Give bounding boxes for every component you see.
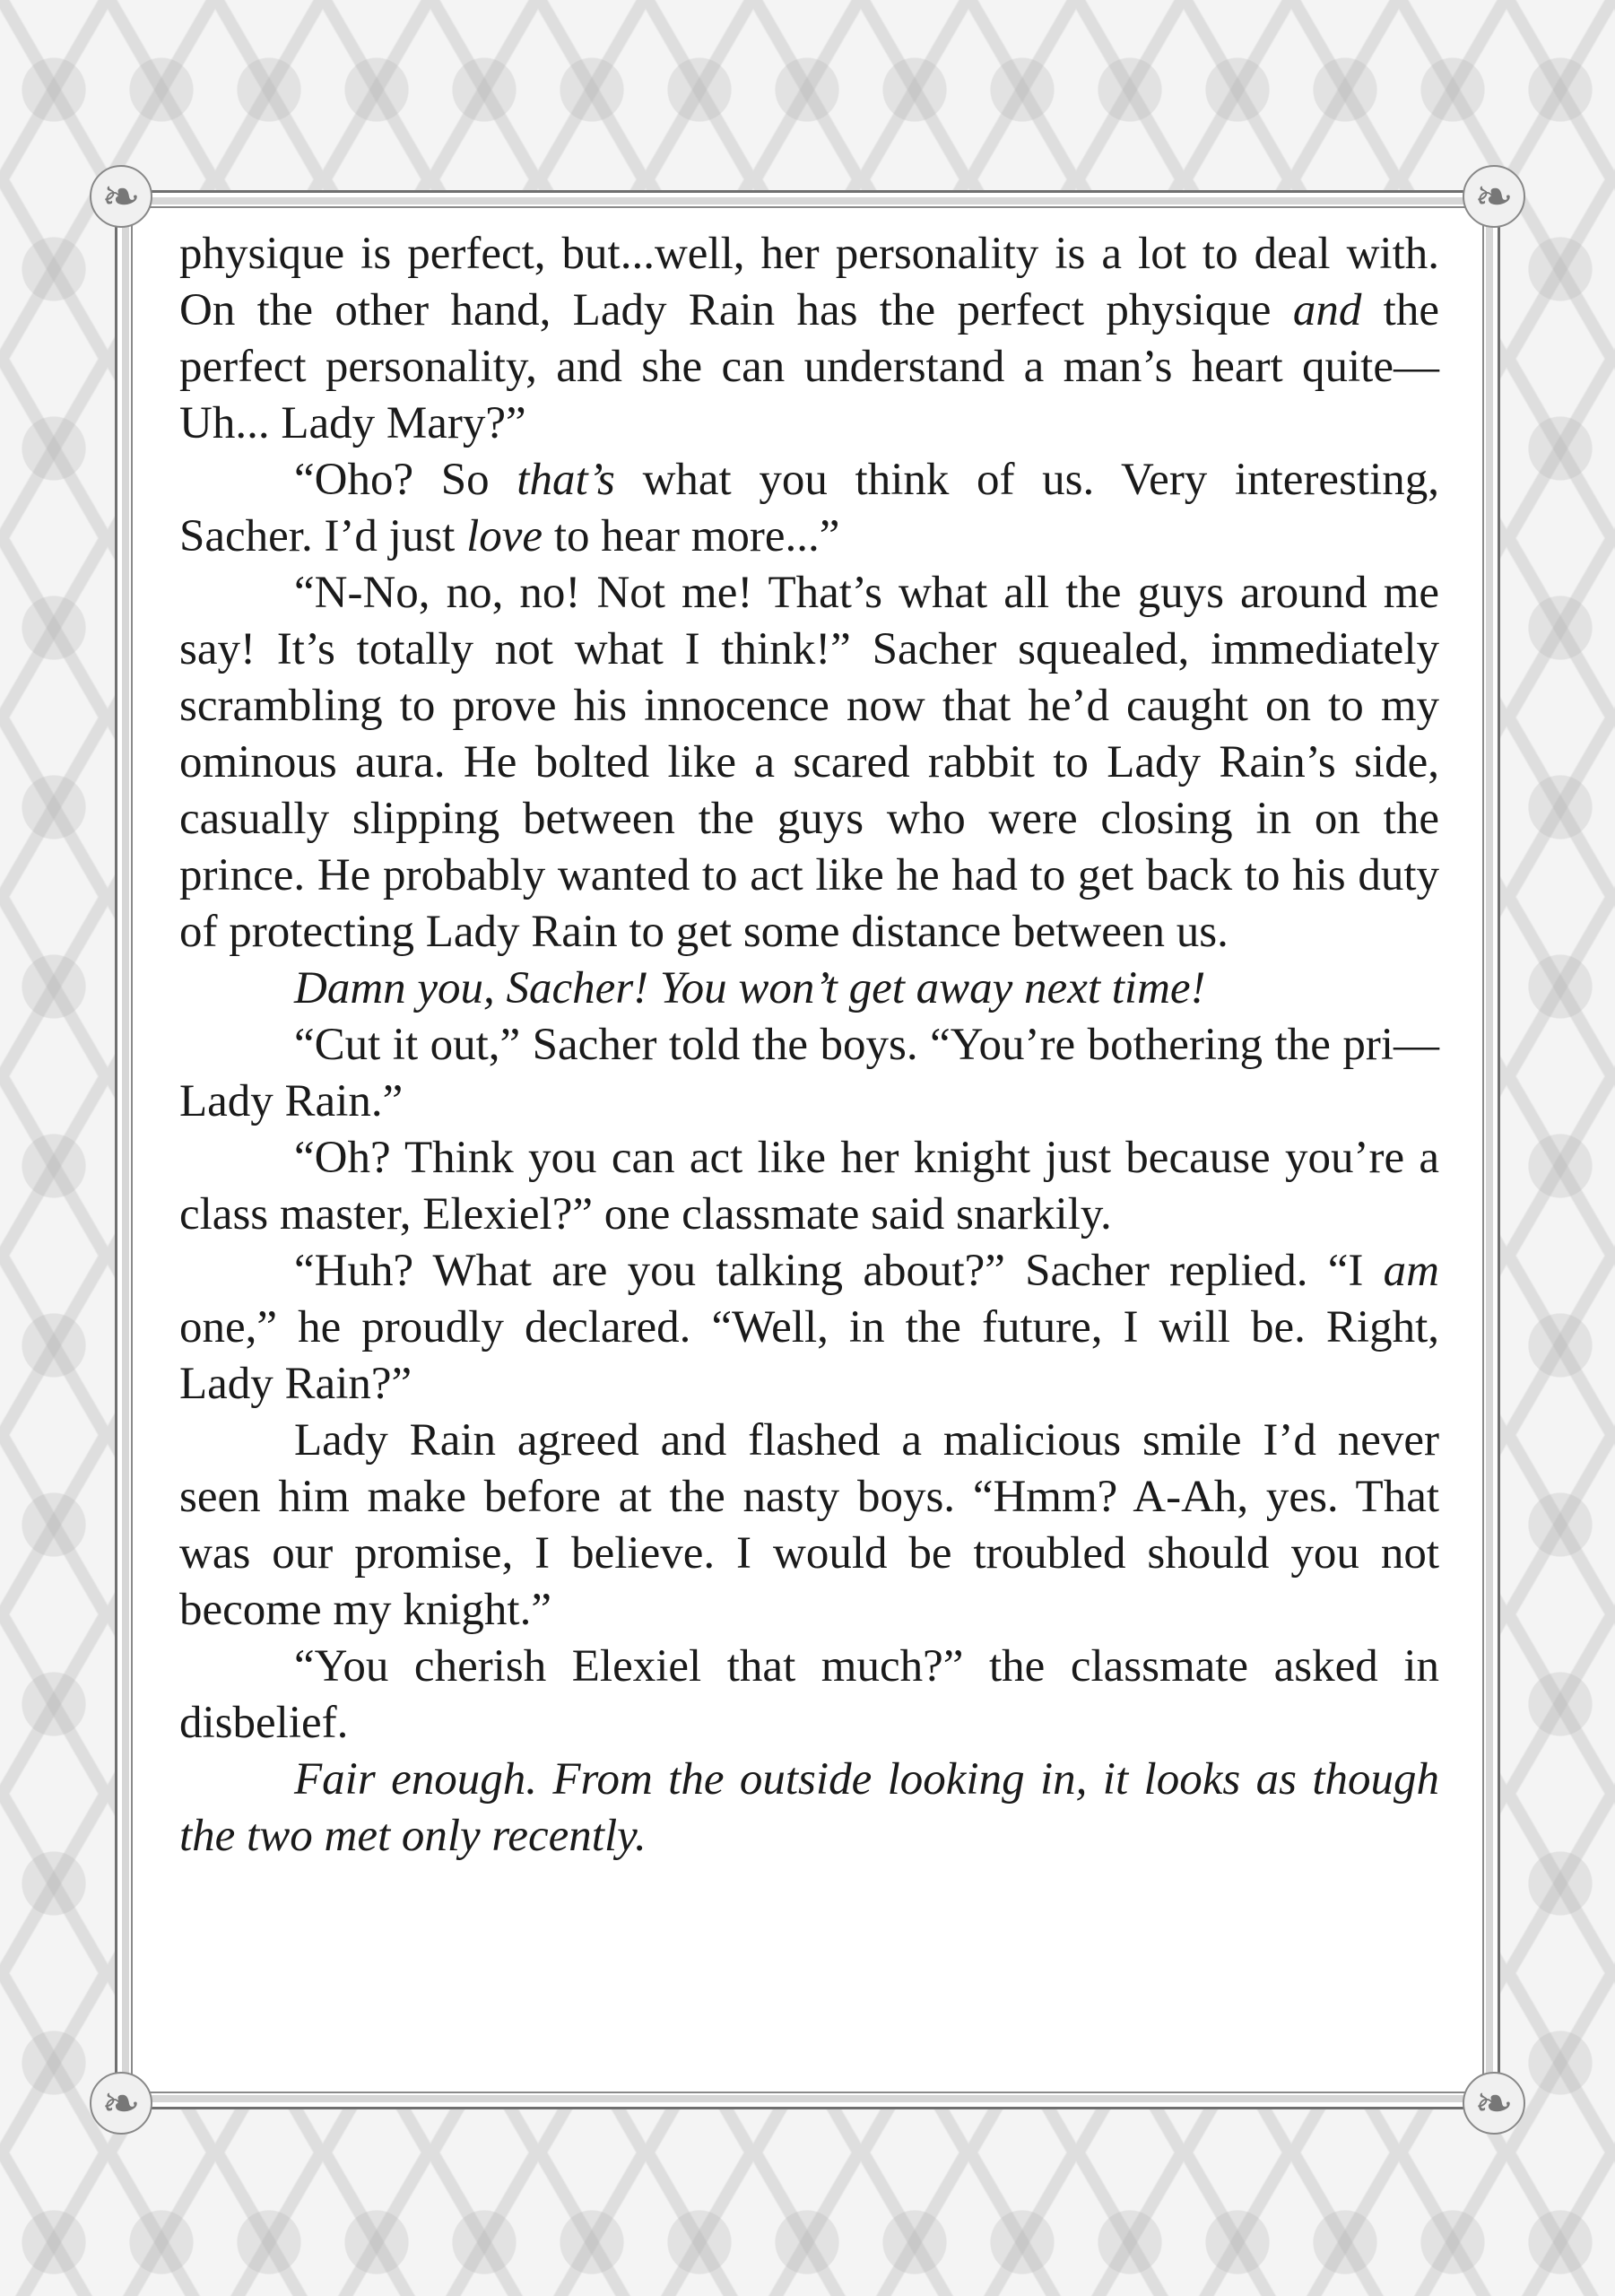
text-segment: what you think of us. Very interesting, Sacher. I’d just xyxy=(179,455,1439,561)
paragraph xyxy=(179,961,1439,1017)
paragraph xyxy=(179,452,1439,565)
italic-text-segment: that’s xyxy=(517,455,615,505)
paragraph xyxy=(179,226,1439,452)
paragraph xyxy=(179,1130,1439,1243)
text-segment: “Oho? So xyxy=(294,455,517,505)
paragraph xyxy=(179,1017,1439,1130)
italic-text-segment: love xyxy=(466,511,543,561)
text-segment: “Oh? Think you can act like her knight just because you’re a class master, Elexiel?” one classmate said snarkily. xyxy=(179,1133,1439,1239)
italic-text-segment: Damn you, Sacher! You won’t get away next time! xyxy=(294,963,1206,1013)
italic-text-segment: Fair enough. From the outside looking in, it looks as though the two met only recently. xyxy=(179,1754,1439,1861)
ornament-corner-top-left-icon: ❧ xyxy=(90,165,152,228)
italic-text-segment: am xyxy=(1383,1246,1439,1296)
paragraph xyxy=(179,1413,1439,1639)
paragraph xyxy=(179,1639,1439,1752)
page-body-text xyxy=(179,226,1439,1865)
ornament-corner-top-right-icon: ❧ xyxy=(1463,165,1525,228)
text-segment: Lady Rain agreed and flashed a malicious smile I’d never seen him make before at the nasty boys. “Hmm? A-Ah, yes. That was our promise, I believe. I would be troubled should you not become my knight.” xyxy=(179,1415,1439,1635)
paragraph xyxy=(179,1243,1439,1413)
text-segment: the perfect personality, and she can understand a man’s heart quite— Uh... Lady Mary?” xyxy=(179,285,1439,448)
text-segment: physique is perfect, but...well, her personality is a lot to deal with. On the other hand, Lady Rain has the perfect physique xyxy=(179,229,1439,335)
text-segment: “Huh? What are you talking about?” Sacher replied. “I xyxy=(294,1246,1384,1296)
paragraph xyxy=(179,565,1439,961)
ornament-corner-bottom-left-icon: ❧ xyxy=(90,2072,152,2135)
ornament-corner-bottom-right-icon: ❧ xyxy=(1463,2072,1525,2135)
text-segment: “Cut it out,” Sacher told the boys. “You’re bothering the pri—Lady Rain.” xyxy=(179,1020,1439,1126)
text-segment: to hear more...” xyxy=(543,511,840,561)
text-segment: “You cherish Elexiel that much?” the classmate asked in disbelief. xyxy=(179,1641,1439,1748)
text-segment: “N-No, no, no! Not me! That’s what all the guys around me say! It’s totally not what I think!” Sacher squealed, immediately scrambling to prove his innocence now that he’d caught on to my ominous aura. He bolted like a scared rabbit to Lady Rain’s side, casually slipping between the guys who were closing in on the prince. He probably wanted to act like he had to get back to his duty of protecting Lady Rain to get some distance between us. xyxy=(179,568,1439,957)
paragraph xyxy=(179,1752,1439,1865)
italic-text-segment: and xyxy=(1292,285,1362,335)
text-segment: one,” he proudly declared. “Well, in the future, I will be. Right, Lady Rain?” xyxy=(179,1302,1439,1409)
